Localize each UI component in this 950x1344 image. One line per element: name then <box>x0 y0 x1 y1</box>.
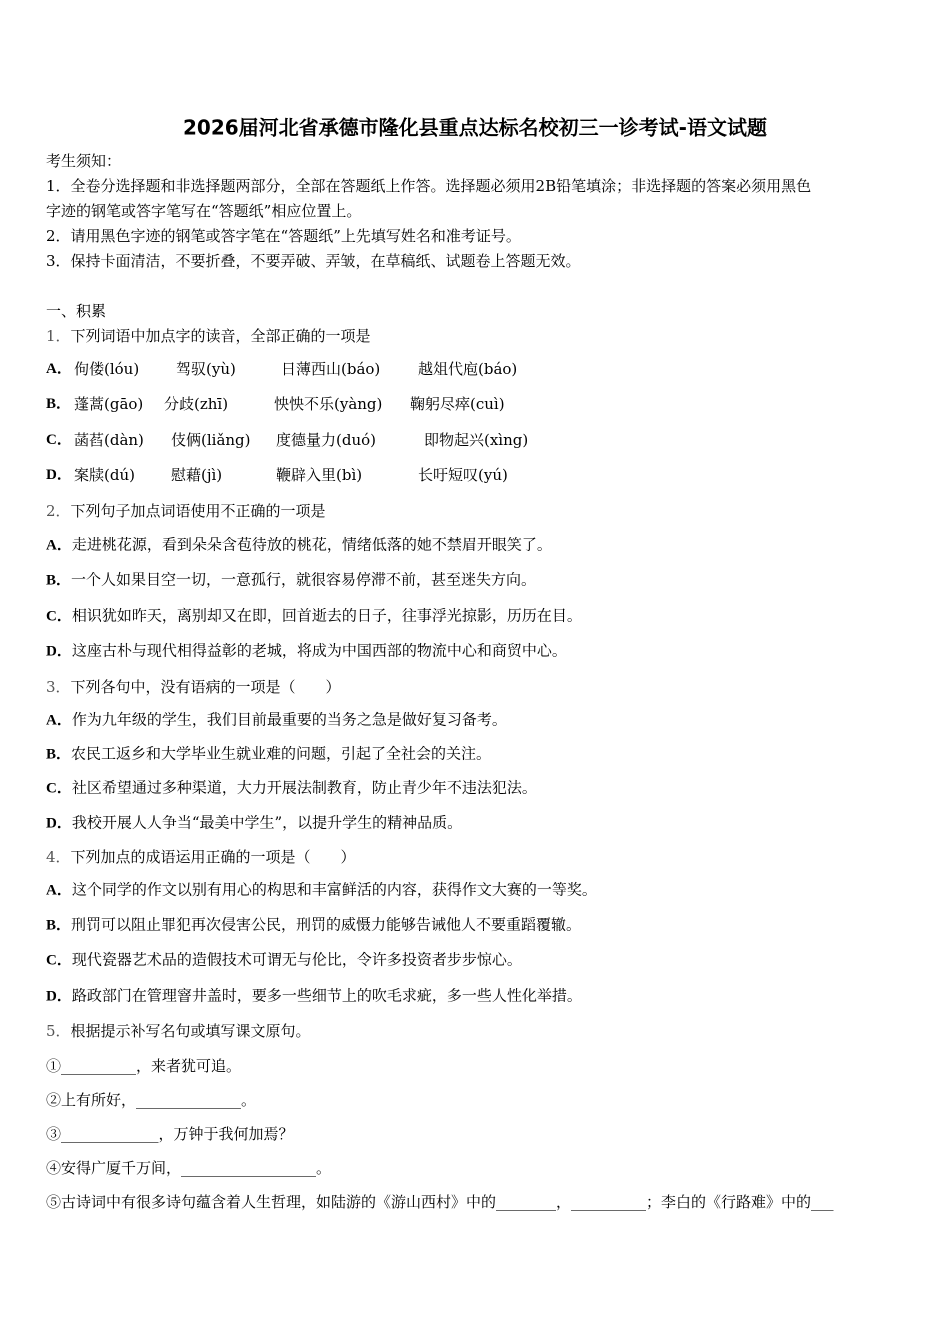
option-d <box>46 986 582 1007</box>
question-4 <box>46 847 356 867</box>
option-label: A． <box>46 361 72 377</box>
option-b <box>46 394 646 414</box>
word-with-pinyin: 日薄西山(báo) <box>281 360 381 378</box>
option-text: 一个人如果目空一切，一意孤行，就很容易停滞不前，甚至迷失方向。 <box>71 570 537 589</box>
option-text: 作为九年级的学生，我们目前最重要的当务之急是做好复习备考。 <box>71 710 507 729</box>
option-label: A． <box>46 882 72 899</box>
option-text: 路政部门在管理窨井盖时，要多一些细节上的吹毛求疵，多一些人性化举措。 <box>71 986 582 1005</box>
fill-blank-item: ②上有所好，______________。 <box>46 1091 257 1109</box>
question-stem: 下列各句中，没有语病的一项是（ ） <box>70 678 341 696</box>
fill-blank-item: ⑤古诗词中有很多诗句蕴含着人生哲理，如陆游的《游山西村》中的________，__________；李白的《行路难》中的___ <box>46 1193 834 1211</box>
option-b <box>46 570 536 591</box>
notice-item: 3．保持卡面清洁，不要折叠，不要弄破、弄皱，在草稿纸、试题卷上答题无效。 <box>46 252 581 270</box>
option-c <box>46 778 537 799</box>
question-number: 3． <box>46 678 71 696</box>
option-text: 我校开展人人争当“最美中学生”，以提升学生的精神品质。 <box>71 813 463 832</box>
option-a <box>46 535 552 556</box>
option-label: B． <box>46 746 72 763</box>
option-a <box>46 359 646 379</box>
question-5 <box>46 1021 311 1041</box>
question-number: 4． <box>46 848 71 866</box>
option-label: B． <box>46 396 72 412</box>
question-stem: 下列词语中加点字的读音，全部正确的一项是 <box>70 327 371 345</box>
option-text: 走进桃花源，看到朵朵含苞待放的桃花，情绪低落的她不禁眉开眼笑了。 <box>71 535 552 554</box>
option-label: B． <box>46 917 72 934</box>
question-2 <box>46 501 326 521</box>
option-text: 相识犹如昨天，离别却又在即，回首逝去的日子，往事浮光掠影，历历在目。 <box>71 606 582 625</box>
option-d <box>46 465 646 485</box>
question-stem: 下列加点的成语运用正确的一项是（ ） <box>70 848 356 866</box>
option-label: D． <box>46 643 72 660</box>
word-with-pinyin: 怏怏不乐(yàng) <box>274 395 383 413</box>
question-3 <box>46 677 341 697</box>
word-with-pinyin: 即物起兴(xìng) <box>424 431 529 449</box>
word-with-pinyin: 慰藉(jì) <box>171 466 223 484</box>
option-label: C． <box>46 952 72 969</box>
option-label: C． <box>46 780 72 797</box>
word-with-pinyin: 越俎代庖(báo) <box>418 360 518 378</box>
notice-heading: 考生须知： <box>46 152 122 170</box>
option-label: C． <box>46 608 72 625</box>
option-text: 现代瓷器艺术品的造假技术可谓无与伦比，令许多投资者步步惊心。 <box>71 950 522 969</box>
option-text: 刑罚可以阻止罪犯再次侵害公民，刑罚的威慑力能够告诫他人不要重蹈覆辙。 <box>71 915 582 934</box>
option-c <box>46 606 582 627</box>
section-heading: 一、积累 <box>46 302 107 320</box>
notice-item: 1．全卷分选择题和非选择题两部分，全部在答题纸上作答。选择题必须用2B铅笔填涂；非选择题的答案必须用黑色 <box>46 177 812 195</box>
option-text: 农民工返乡和大学毕业生就业难的问题，引起了全社会的关注。 <box>71 744 492 763</box>
option-label: D． <box>46 467 72 483</box>
question-number: 2． <box>46 502 71 520</box>
question-number: 5． <box>46 1022 71 1040</box>
word-with-pinyin: 长吁短叹(yú) <box>418 466 508 484</box>
option-d <box>46 813 462 834</box>
fill-blank-item: ④安得广厦千万间，__________________。 <box>46 1159 332 1177</box>
option-b <box>46 744 491 765</box>
option-label: A． <box>46 537 72 554</box>
word-with-pinyin: 分歧(zhī) <box>164 395 229 413</box>
option-d <box>46 641 567 662</box>
notice-item: 2．请用黑色字迹的钢笔或答字笔在“答题纸”上先填写姓名和准考证号。 <box>46 227 521 245</box>
question-stem: 下列句子加点词语使用不正确的一项是 <box>70 502 326 520</box>
option-a <box>46 880 597 901</box>
word-with-pinyin: 佝偻(lóu) <box>74 360 140 378</box>
notice-item: 字迹的钢笔或答字笔写在“答题纸”相应位置上。 <box>46 202 362 220</box>
page-title: 2026届河北省承德市隆化县重点达标名校初三一诊考试-语文试题 <box>183 115 767 140</box>
word-with-pinyin: 鞠躬尽瘁(cuì) <box>410 395 505 413</box>
word-with-pinyin: 鞭辟入里(bì) <box>276 466 363 484</box>
fill-blank-item: ①__________，来者犹可追。 <box>46 1057 242 1075</box>
word-with-pinyin: 度德量力(duó) <box>276 431 376 449</box>
word-with-pinyin: 伎俩(liǎng) <box>171 431 251 449</box>
option-label: C． <box>46 432 72 448</box>
option-label: D． <box>46 988 72 1005</box>
option-b <box>46 915 581 936</box>
option-c <box>46 430 646 450</box>
word-with-pinyin: 案牍(dú) <box>74 466 135 484</box>
option-label: D． <box>46 815 72 832</box>
word-with-pinyin: 驾驭(yù) <box>176 360 236 378</box>
option-text: 社区希望通过多种渠道，大力开展法制教育，防止青少年不违法犯法。 <box>71 778 537 797</box>
fill-blank-item: ③_____________，万钟于我何加焉？ <box>46 1125 294 1143</box>
option-label: A． <box>46 712 72 729</box>
question-1 <box>46 326 371 346</box>
option-a <box>46 710 507 731</box>
option-c <box>46 950 522 971</box>
option-text: 这座古朴与现代相得益彰的老城，将成为中国西部的物流中心和商贸中心。 <box>71 641 567 660</box>
word-with-pinyin: 蓬蒿(gāo) <box>74 395 144 413</box>
question-number: 1． <box>46 327 71 345</box>
word-with-pinyin: 菡萏(dàn) <box>74 431 144 449</box>
option-text: 这个同学的作文以别有用心的构思和丰富鲜活的内容，获得作文大赛的一等奖。 <box>71 880 597 899</box>
option-label: B． <box>46 572 72 589</box>
question-stem: 根据提示补写名句或填写课文原句。 <box>70 1022 311 1040</box>
